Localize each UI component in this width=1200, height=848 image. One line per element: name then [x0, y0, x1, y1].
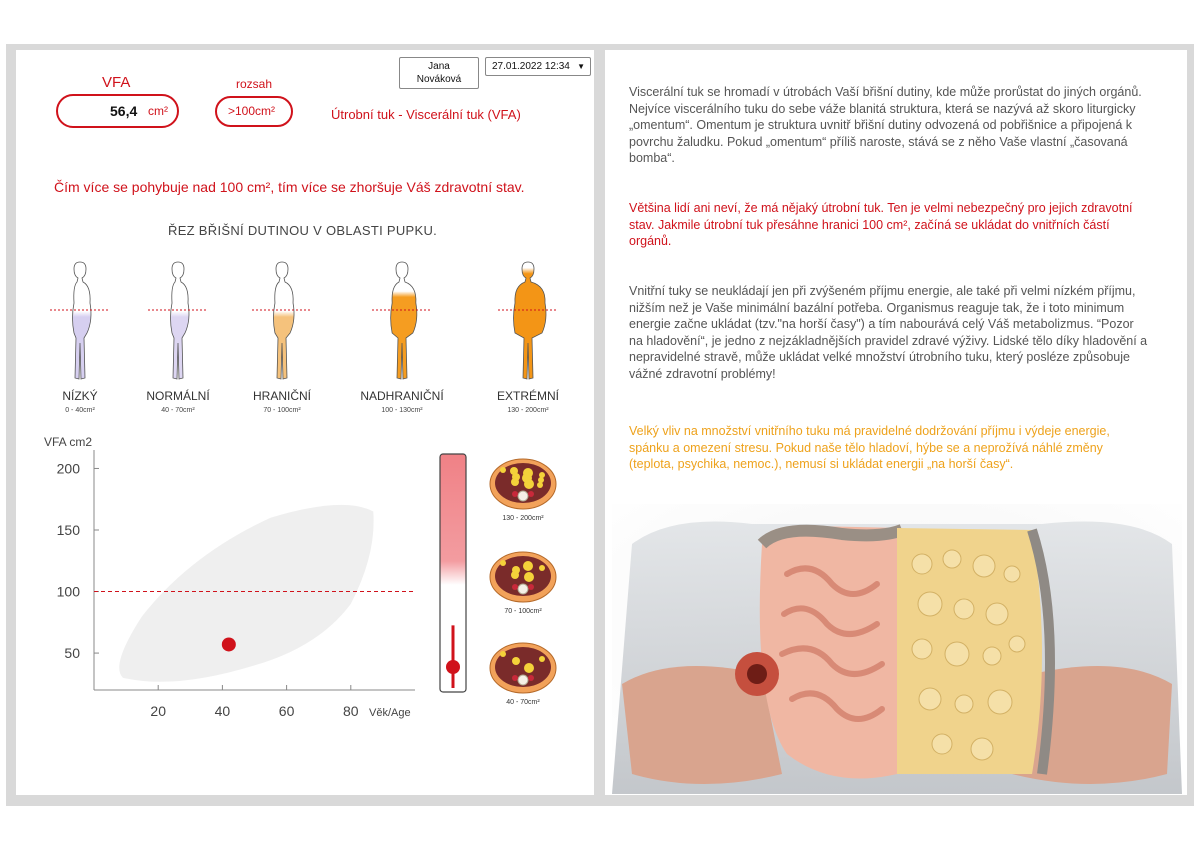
- range-label: rozsah: [236, 77, 273, 91]
- vfa-value: 56,4: [110, 103, 138, 119]
- category-label: NORMÁLNÍ: [146, 389, 210, 403]
- vfa-description: Útrobní tuk - Viscerální tuk (VFA): [331, 107, 521, 122]
- body-figure-4: [360, 258, 444, 383]
- reference-area: [119, 505, 373, 682]
- paragraph-energy: Vnitřní tuky se neukládají jen při zvýšeném příjmu energie, ale také při velmi nízkém příjmu, nižším než je Vaše minimální bazální potřeba. Organismus reaguje tak, že i toto minimum energie začne ukládat (tzv."na horší časy") a tím nabourává celý Váš metabolizmus. “Pozor na hladovění“, je jedno z nejzákladnějších pravidel zdravé výživy. Lidské tělo díky hladovění a nepravidelné stravě, může ukládat velké množství útrobního tuku, který posléze způsobuje vážné zdravotní problémy!: [629, 284, 1148, 381]
- cross-section-caption: 70 - 100cm²: [504, 608, 542, 615]
- y-axis-title: VFA cm2: [44, 435, 93, 449]
- x-tick-label: 80: [343, 703, 359, 719]
- range-value: >100cm²: [228, 104, 276, 118]
- category-label: EXTRÉMNÍ: [496, 389, 559, 403]
- x-tick-label: 40: [214, 703, 231, 719]
- abdominal-model-image: [612, 504, 1182, 794]
- y-tick-label: 200: [56, 460, 80, 477]
- body-figure-2: [148, 258, 208, 383]
- cross-section-caption: 130 - 200cm²: [502, 515, 544, 522]
- vfa-unit: cm²: [148, 104, 168, 118]
- category-label: NÍZKÝ: [62, 389, 98, 403]
- vfa-label: VFA: [102, 74, 131, 91]
- y-tick-label: 150: [56, 522, 80, 538]
- category-range: 0 - 40cm²: [65, 407, 95, 414]
- paragraph-lifestyle: Velký vliv na množství vnitřního tuku má pravidelné dodržování příjmu i výdeje energie, spánku a omezení stresu. Pokud naše tělo hladoví, hýbe se a neprožívá náhlé změny (teplota, psychika, nemoc.), nemusí si ukládat energii „na horší časy“.: [629, 424, 1110, 471]
- date-value: 27.01.2022 12:34: [492, 61, 570, 72]
- user-name-field[interactable]: Jana Nováková: [399, 57, 479, 89]
- measurement-point: [222, 637, 236, 651]
- warning-text: Čím více se pohybuje nad 100 cm², tím více se zhoršuje Váš zdravotní stav.: [54, 179, 525, 195]
- x-tick-label: 20: [150, 703, 166, 719]
- category-label: HRANIČNÍ: [252, 389, 311, 403]
- body-figure-3: [252, 258, 312, 383]
- category-range: 40 - 70cm²: [161, 407, 195, 414]
- category-range: 70 - 100cm²: [263, 407, 301, 414]
- abdomen-cross-section-2: [489, 549, 557, 604]
- date-select[interactable]: [485, 57, 591, 76]
- body-figure-5: [486, 258, 570, 383]
- category-label: NADHRANIČNÍ: [360, 389, 444, 403]
- x-axis-title: Věk/Age: [369, 707, 411, 719]
- abdomen-cross-section-3: [489, 640, 557, 695]
- vfa-age-chart: [30, 430, 430, 730]
- section-title: ŘEZ BŘIŠNÍ DUTINOU V OBLASTI PUPKU.: [168, 223, 438, 238]
- body-figure-1: [50, 258, 110, 383]
- paragraph-warning: Většina lidí ani neví, že má nějaký útrobní tuk. Ten je velmi nebezpečný pro jejich zdravotní stav. Jakmile útrobní tuk přesáhne hranici 100 cm², začíná se ukládat do vnitřních částí orgánů.: [629, 201, 1133, 248]
- gauge-bulb: [446, 660, 460, 674]
- paragraph-visceral-fat: Viscerální tuk se hromadí v útrobách Vaší břišní dutiny, kde může prorůstat do jiných orgánů. Nejvíce viscerálního tuku do sebe váže blanitá struktura, která se nazývá až skoro liturgicky „omentum“. Omentum je struktura uvnitř břišní dutiny odvozená od pobřišnice a připojená k povrchu žaludku. Pokud „omentum“ příliš naroste, stává se z něho Vaše vlastní „časovaná bomba“.: [629, 85, 1142, 165]
- chevron-down-icon[interactable]: ▼: [577, 62, 585, 71]
- category-range: 100 - 130cm²: [381, 407, 423, 414]
- category-range: 130 - 200cm²: [507, 407, 549, 414]
- x-tick-label: 60: [278, 703, 295, 719]
- cross-section-caption: 40 - 70cm²: [506, 699, 540, 706]
- y-tick-label: 100: [56, 583, 80, 600]
- abdomen-cross-section-1: [489, 456, 557, 511]
- vfa-gauge: [438, 452, 470, 696]
- y-tick-label: 50: [64, 645, 80, 662]
